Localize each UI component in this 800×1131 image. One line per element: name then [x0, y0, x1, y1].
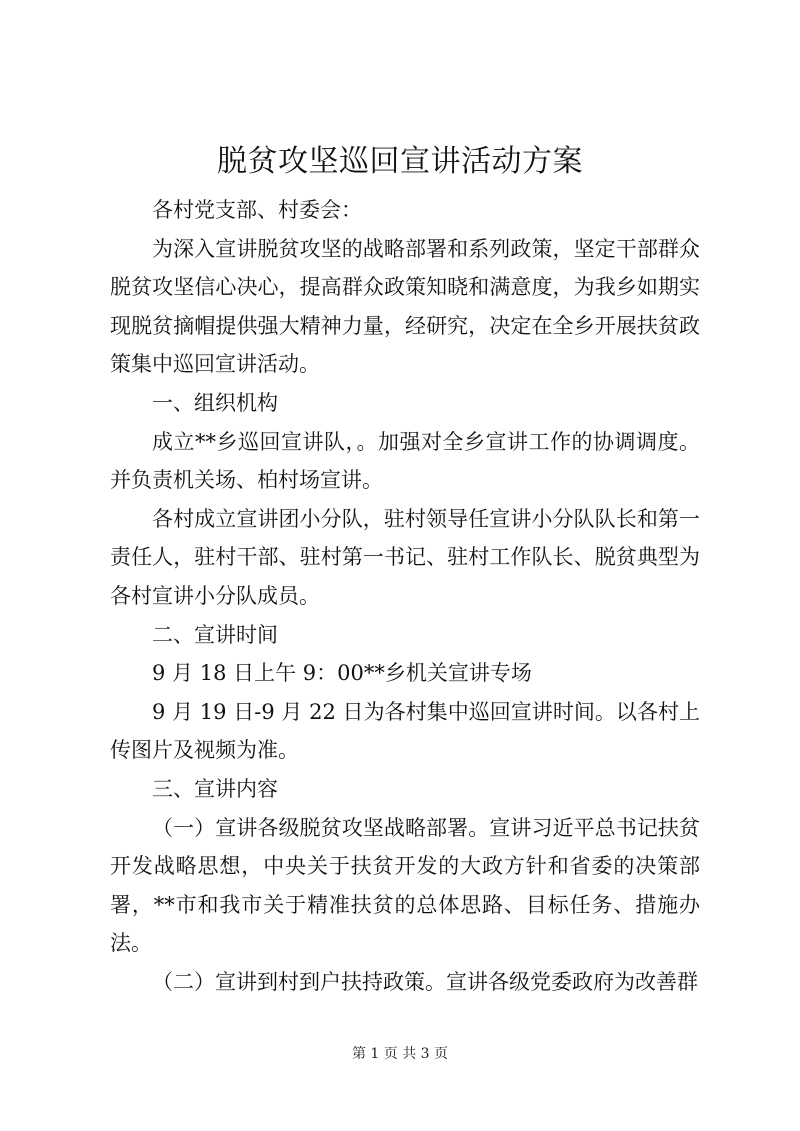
intro-paragraph: 为深入宣讲脱贫攻坚的战略部署和系列政策，坚定干部群众脱贫攻坚信心决心，提高群众政策知晓和满意度，为我乡如期实现脱贫摘帽提供强大精神力量，经研究，决定在全乡开展扶贫政策集中巡回宣讲活动。 [110, 236, 700, 377]
page-footer: 第 1 页 共 3 页 [351, 1046, 449, 1062]
content-paragraph-2: （二）宣讲到村到户扶持政策。宣讲各级党委政府为改善群 [152, 969, 698, 994]
organization-paragraph-1: 成立**乡巡回宣讲队，。加强对全乡宣讲工作的协调调度。并负责机关场、柏村场宣讲。 [110, 429, 700, 493]
section-heading-content: 三、宣讲内容 [152, 776, 278, 801]
content-paragraph-1: （一）宣讲各级脱贫攻坚战略部署。宣讲习近平总书记扶贫开发战略思想，中央关于扶贫开发的大政方针和省委的决策部署，**市和我市关于精准扶贫的总体思路、目标任务、措施办法。 [110, 815, 700, 956]
document-body [110, 191, 700, 1001]
organization-paragraph-2: 各村成立宣讲团小分队，驻村领导任宣讲小分队队长和第一责任人，驻村干部、驻村第一书记、驻村工作队长、脱贫典型为各村宣讲小分队成员。 [110, 506, 700, 608]
document-title: 脱贫攻坚巡回宣讲活动方案 [217, 144, 583, 179]
section-heading-time: 二、宣讲时间 [152, 622, 278, 647]
time-paragraph-2: 9 月 19 日-9 月 22 日为各村集中巡回宣讲时间。以各村上传图片及视频为准。 [110, 699, 700, 763]
section-heading-organization: 一、组织机构 [152, 390, 278, 415]
time-paragraph-1: 9 月 18 日上午 9：00**乡机关宣讲专场 [152, 661, 532, 686]
salutation: 各村党支部、村委会： [152, 198, 362, 222]
